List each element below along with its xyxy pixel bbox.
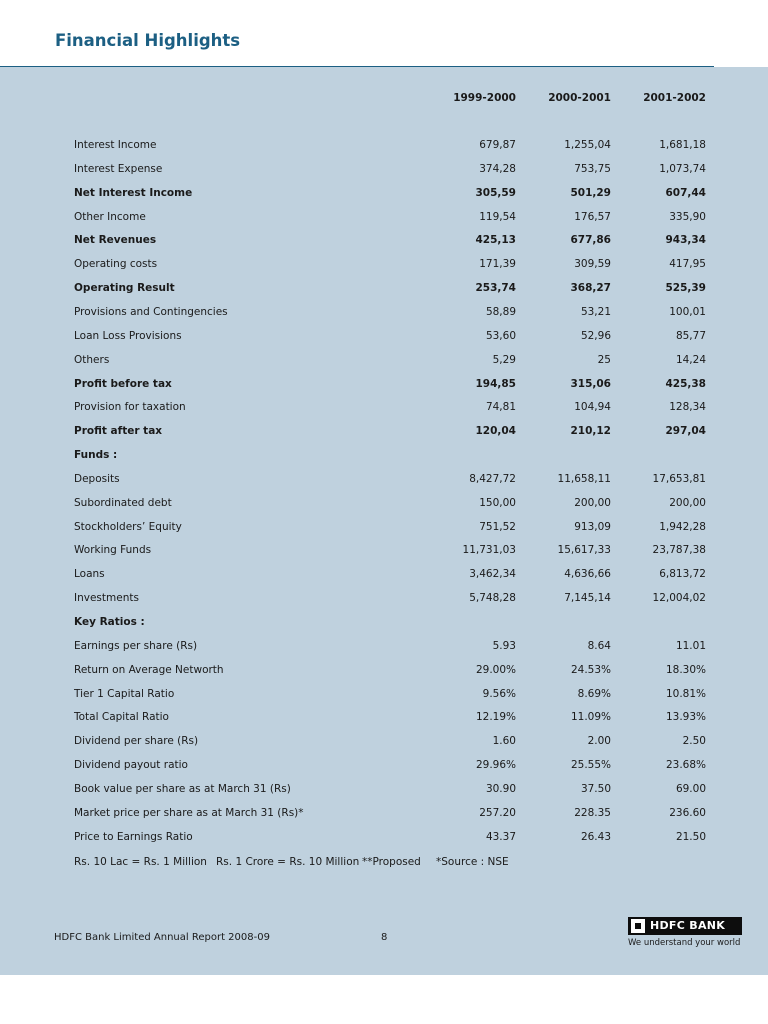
row-label: Investments <box>74 592 139 605</box>
table-row <box>0 374 768 394</box>
row-value: 501,29 <box>570 186 611 199</box>
table-row <box>0 636 768 656</box>
row-value: 753,75 <box>574 162 611 175</box>
row-label: Profit after tax <box>74 425 163 438</box>
row-label: Others <box>74 353 110 366</box>
row-value: 236.60 <box>669 806 706 819</box>
row-label: Net Revenues <box>74 234 157 247</box>
table-row <box>0 230 768 250</box>
row-value: 52,96 <box>580 329 611 342</box>
row-value: 120,04 <box>475 425 516 438</box>
row-value: 228.35 <box>574 806 611 819</box>
row-value: 12.19% <box>475 711 516 724</box>
row-value: 679,87 <box>479 139 516 151</box>
row-label: Dividend per share (Rs) <box>74 735 199 748</box>
row-value: 7,145,14 <box>564 592 611 605</box>
table-row <box>0 493 768 513</box>
row-value: 10.81% <box>665 687 706 700</box>
row-value: 85,77 <box>675 329 706 342</box>
row-value: 23,787,38 <box>652 544 706 557</box>
row-value: 1,255,04 <box>564 139 611 151</box>
row-value: 29.00% <box>475 663 516 676</box>
row-value: 43.37 <box>485 830 516 843</box>
row-value: 194,85 <box>475 377 516 390</box>
row-value: 9.56% <box>482 687 516 700</box>
row-value: 315,06 <box>570 377 611 390</box>
row-label: Interest Expense <box>74 162 163 175</box>
table-row <box>0 707 768 727</box>
table-row <box>0 421 768 441</box>
note-proposed: **Proposed <box>362 856 421 868</box>
row-value: 253,74 <box>475 282 516 295</box>
row-label: Loan Loss Provisions <box>74 329 182 342</box>
row-value: 368,27 <box>570 282 611 295</box>
row-label: Operating costs <box>74 258 158 271</box>
table-row <box>0 445 768 465</box>
row-value: 677,86 <box>570 234 611 247</box>
row-value: 309,59 <box>574 258 611 271</box>
row-value: 176,57 <box>574 210 611 223</box>
row-value: 8.69% <box>577 687 611 700</box>
table-row <box>0 684 768 704</box>
row-value: 24.53% <box>570 663 611 676</box>
table-row <box>0 779 768 799</box>
row-value: 21.50 <box>675 830 706 843</box>
row-value: 210,12 <box>570 425 611 438</box>
row-value: 6,813,72 <box>659 568 706 581</box>
row-value: 25 <box>597 353 611 366</box>
row-value: 74,81 <box>485 401 516 414</box>
row-value: 150,00 <box>479 496 516 509</box>
row-label: Tier 1 Capital Ratio <box>74 687 175 700</box>
row-value: 425,38 <box>665 377 706 390</box>
row-label: Interest Income <box>74 139 157 151</box>
row-value: 13.93% <box>665 711 706 724</box>
row-label: Profit before tax <box>74 377 172 390</box>
row-value: 4,636,66 <box>564 568 611 581</box>
table-row <box>0 159 768 179</box>
row-label: Other Income <box>74 210 146 223</box>
table-row <box>0 278 768 298</box>
row-value: 257.20 <box>479 806 516 819</box>
row-value: 2.00 <box>587 735 611 748</box>
row-value: 607,44 <box>665 186 706 199</box>
table-row <box>0 469 768 489</box>
row-label: Net Interest Income <box>74 186 193 199</box>
table-header-row <box>0 88 768 108</box>
logo-banner <box>628 917 742 935</box>
row-value: 8.64 <box>587 639 611 652</box>
table-row <box>0 517 768 537</box>
row-value: 37.50 <box>580 782 611 795</box>
row-value: 1.60 <box>492 735 516 748</box>
row-value: 53,21 <box>580 305 611 318</box>
note-source: *Source : NSE <box>436 856 509 868</box>
column-header: 2001-2002 <box>643 92 706 104</box>
row-label: Provisions and Contingencies <box>74 305 228 318</box>
row-label: Deposits <box>74 472 120 485</box>
row-value: 2.50 <box>682 735 706 748</box>
column-header: 2000-2001 <box>548 92 611 104</box>
row-label: Market price per share as at March 31 (Rs)* <box>74 806 304 819</box>
row-value: 15,617,33 <box>557 544 611 557</box>
table-row <box>0 540 768 560</box>
row-value: 100,01 <box>669 305 706 318</box>
row-label: Book value per share as at March 31 (Rs) <box>74 782 291 795</box>
table-row <box>0 731 768 751</box>
row-value: 11,658,11 <box>557 472 611 485</box>
row-value: 751,52 <box>479 520 516 533</box>
row-value: 5.93 <box>492 639 516 652</box>
row-label: Provision for taxation <box>74 401 186 414</box>
row-value: 525,39 <box>665 282 706 295</box>
table-row <box>0 302 768 322</box>
table-row <box>0 350 768 370</box>
row-label: Return on Average Networth <box>74 663 224 676</box>
table-row <box>0 660 768 680</box>
table-row <box>0 827 768 847</box>
row-label: Price to Earnings Ratio <box>74 830 193 843</box>
table-row <box>0 564 768 584</box>
logo-name: HDFC BANK <box>650 919 726 932</box>
row-value: 943,34 <box>665 234 706 247</box>
row-value: 5,29 <box>492 353 516 366</box>
column-header: 1999-2000 <box>453 92 516 104</box>
row-value: 58,89 <box>485 305 516 318</box>
row-value: 12,004,02 <box>652 592 706 605</box>
table-row <box>0 183 768 203</box>
row-value: 29.96% <box>475 759 516 772</box>
row-label: Dividend payout ratio <box>74 759 188 772</box>
row-label: Earnings per share (Rs) <box>74 639 198 652</box>
note-lac: Rs. 10 Lac = Rs. 1 Million <box>74 856 207 868</box>
row-label: Operating Result <box>74 282 175 295</box>
table-row <box>0 803 768 823</box>
row-value: 5,748,28 <box>469 592 516 605</box>
row-value: 26.43 <box>580 830 611 843</box>
row-value: 200,00 <box>669 496 706 509</box>
row-value: 297,04 <box>665 425 706 438</box>
table-row <box>0 254 768 274</box>
table-row <box>0 588 768 608</box>
table-row <box>0 397 768 417</box>
row-value: 1,942,28 <box>659 520 706 533</box>
table-row <box>0 135 768 155</box>
logo-mark-icon <box>631 919 645 933</box>
row-value: 417,95 <box>669 258 706 271</box>
row-label: Subordinated debt <box>74 496 172 509</box>
row-value: 425,13 <box>475 234 516 247</box>
table-row <box>0 755 768 775</box>
table-row <box>0 207 768 227</box>
row-value: 171,39 <box>479 258 516 271</box>
table-row <box>0 612 768 632</box>
row-value: 25.55% <box>570 759 611 772</box>
row-value: 1,681,18 <box>659 139 706 151</box>
row-label: Stockholders’ Equity <box>74 520 182 533</box>
row-value: 128,34 <box>669 401 706 414</box>
row-value: 17,653,81 <box>652 472 706 485</box>
table-row <box>0 326 768 346</box>
row-value: 374,28 <box>479 162 516 175</box>
note-crore: Rs. 1 Crore = Rs. 10 Million <box>216 856 360 868</box>
row-label: Key Ratios : <box>74 616 145 628</box>
footer-page-number: 8 <box>381 932 388 943</box>
row-value: 53,60 <box>485 329 516 342</box>
row-value: 119,54 <box>479 210 516 223</box>
row-value: 11.01 <box>675 639 706 652</box>
row-value: 14,24 <box>675 353 706 366</box>
row-value: 11.09% <box>570 711 611 724</box>
row-label: Working Funds <box>74 544 152 557</box>
row-value: 23.68% <box>665 759 706 772</box>
footer-report-title: HDFC Bank Limited Annual Report 2008-09 <box>54 932 270 943</box>
row-value: 30.90 <box>485 782 516 795</box>
row-label: Total Capital Ratio <box>74 711 169 724</box>
row-value: 18.30% <box>665 663 706 676</box>
row-label: Funds : <box>74 449 118 462</box>
page-title: Financial Highlights <box>55 31 241 50</box>
row-value: 69.00 <box>675 782 706 795</box>
row-value: 335,90 <box>669 210 706 223</box>
row-label: Loans <box>74 568 105 581</box>
hdfc-bank-logo <box>628 917 742 951</box>
row-value: 1,073,74 <box>659 162 706 175</box>
row-value: 200,00 <box>574 496 611 509</box>
row-value: 305,59 <box>475 186 516 199</box>
row-value: 104,94 <box>574 401 611 414</box>
row-value: 3,462,34 <box>469 568 516 581</box>
row-value: 8,427,72 <box>469 472 516 485</box>
row-value: 11,731,03 <box>462 544 516 557</box>
logo-tagline: We understand your world <box>628 938 741 948</box>
row-value: 913,09 <box>574 520 611 533</box>
